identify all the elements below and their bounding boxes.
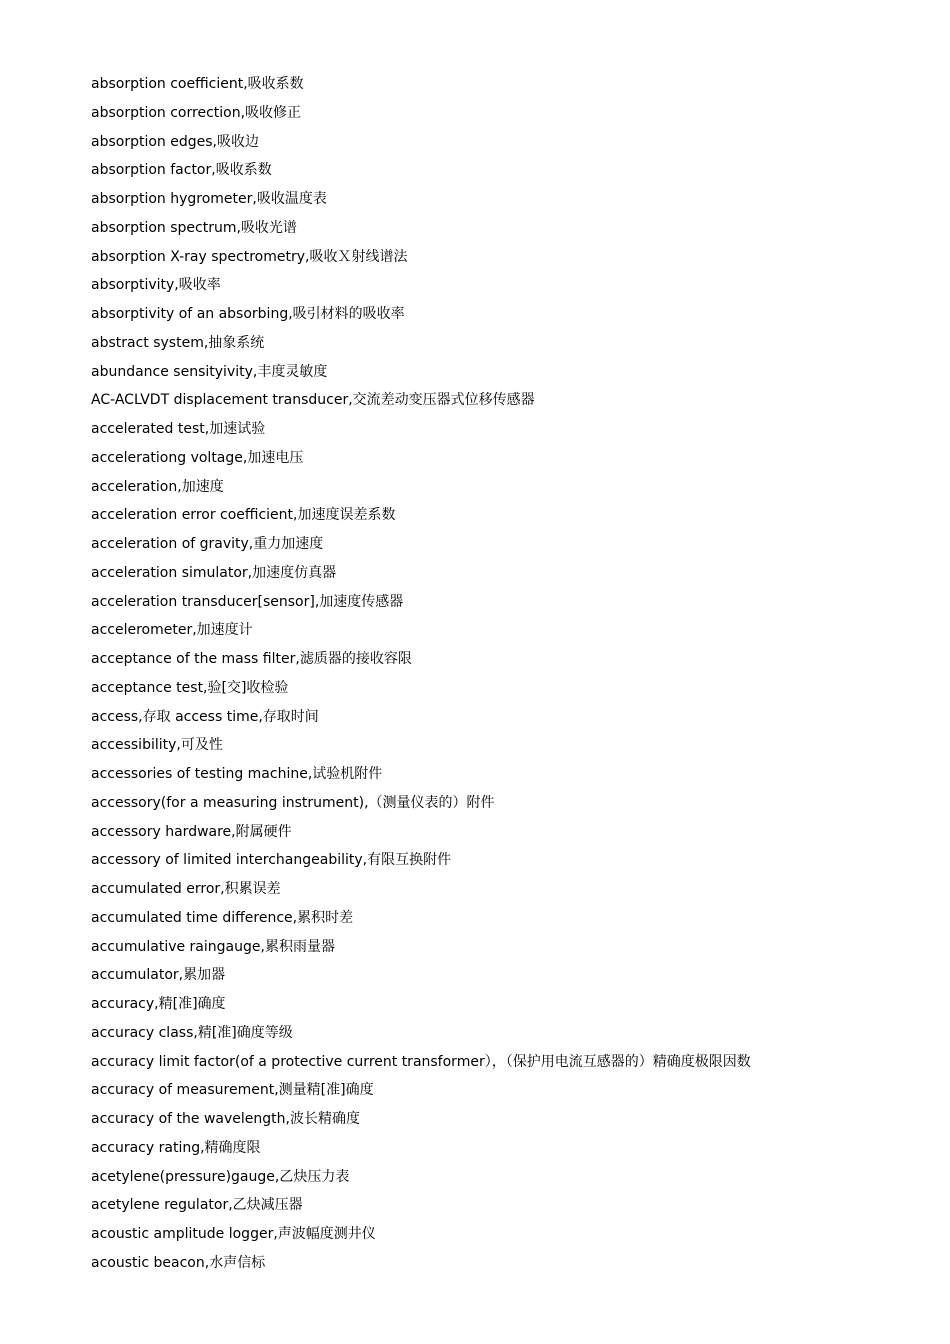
glossary-entry: acceleration simulator,加速度仿真器 <box>91 564 337 581</box>
glossary-list <box>91 70 911 1278</box>
glossary-entry: accessory(for a measuring instrument),（测量仪表的）附件 <box>91 794 495 811</box>
glossary-entry: accumulator,累加器 <box>91 967 226 984</box>
glossary-entry: absorption correction,吸收修正 <box>91 104 302 121</box>
glossary-entry: accelerated test,加速试验 <box>91 421 266 437</box>
glossary-entry: accumulative raingauge,累积雨量器 <box>91 938 335 955</box>
glossary-entry: acceleration error coefficient,加速度误差系数 <box>91 507 396 524</box>
glossary-entry: acoustic beacon,水声信标 <box>91 1254 266 1271</box>
glossary-entry: acoustic amplitude logger,声波幅度测井仪 <box>91 1226 376 1242</box>
glossary-entry: accumulated error,积累误差 <box>91 881 281 897</box>
glossary-entry: absorptivity of an absorbing,吸引材料的吸收率 <box>91 306 405 322</box>
glossary-entry: absorption factor,吸收系数 <box>91 162 272 179</box>
glossary-entry: accelerationg voltage,加速电压 <box>91 449 304 466</box>
glossary-entry: accuracy of the wavelength,波长精确度 <box>91 1111 360 1127</box>
glossary-entry: AC-ACLVDT displacement transducer,交流差动变压器式位移传感器 <box>91 392 535 409</box>
glossary-entry: acceptance test,验[交]收检验 <box>91 679 289 696</box>
glossary-entry: accuracy limit factor(of a protective current transformer），（保护用电流互感器的）精确度极限因数 <box>91 1053 751 1070</box>
glossary-entry: accuracy of measurement,测量精[准]确度 <box>91 1082 374 1099</box>
glossary-entry: acceleration of gravity,重力加速度 <box>91 536 324 552</box>
glossary-entry: absorptivity,吸收率 <box>91 277 221 294</box>
glossary-entry: abstract system,抽象系统 <box>91 334 265 351</box>
glossary-entry: absorption spectrum,吸收光谱 <box>91 219 297 236</box>
glossary-entry: absorption edges,吸收边 <box>91 133 259 150</box>
glossary-entry: absorption hygrometer,吸收温度表 <box>91 191 327 207</box>
glossary-entry: acetylene(pressure)gauge,乙炔压力表 <box>91 1168 350 1185</box>
glossary-entry: acetylene regulator,乙炔减压器 <box>91 1197 303 1214</box>
glossary-entry: accuracy class,精[准]确度等级 <box>91 1024 293 1041</box>
glossary-entry: accessory hardware,附属硬件 <box>91 823 292 840</box>
glossary-entry: abundance sensityivity,丰度灵敏度 <box>91 363 328 380</box>
glossary-entry: absorption coefficient,吸收系数 <box>91 76 304 92</box>
glossary-entry: acceleration,加速度 <box>91 478 224 495</box>
glossary-entry: access,存取 access time,存取时间 <box>91 708 319 725</box>
glossary-entry: absorption X-ray spectrometry,吸收Ｘ射线谱法 <box>91 248 408 265</box>
glossary-entry: accessibility,可及性 <box>91 737 223 754</box>
glossary-entry: accuracy,精[准]确度 <box>91 996 226 1012</box>
glossary-entry: acceptance of the mass filter,滤质器的接收容限 <box>91 651 412 667</box>
glossary-entry: accessory of limited interchangeability,有限互换附件 <box>91 852 452 869</box>
glossary-entry: accuracy rating,精确度限 <box>91 1139 261 1156</box>
glossary-entry: accumulated time difference,累积时差 <box>91 909 354 926</box>
document-page <box>91 70 911 1278</box>
glossary-entry: accelerometer,加速度计 <box>91 622 253 639</box>
glossary-entry: accessories of testing machine,试验机附件 <box>91 766 383 782</box>
glossary-entry: acceleration transducer[sensor],加速度传感器 <box>91 593 404 610</box>
